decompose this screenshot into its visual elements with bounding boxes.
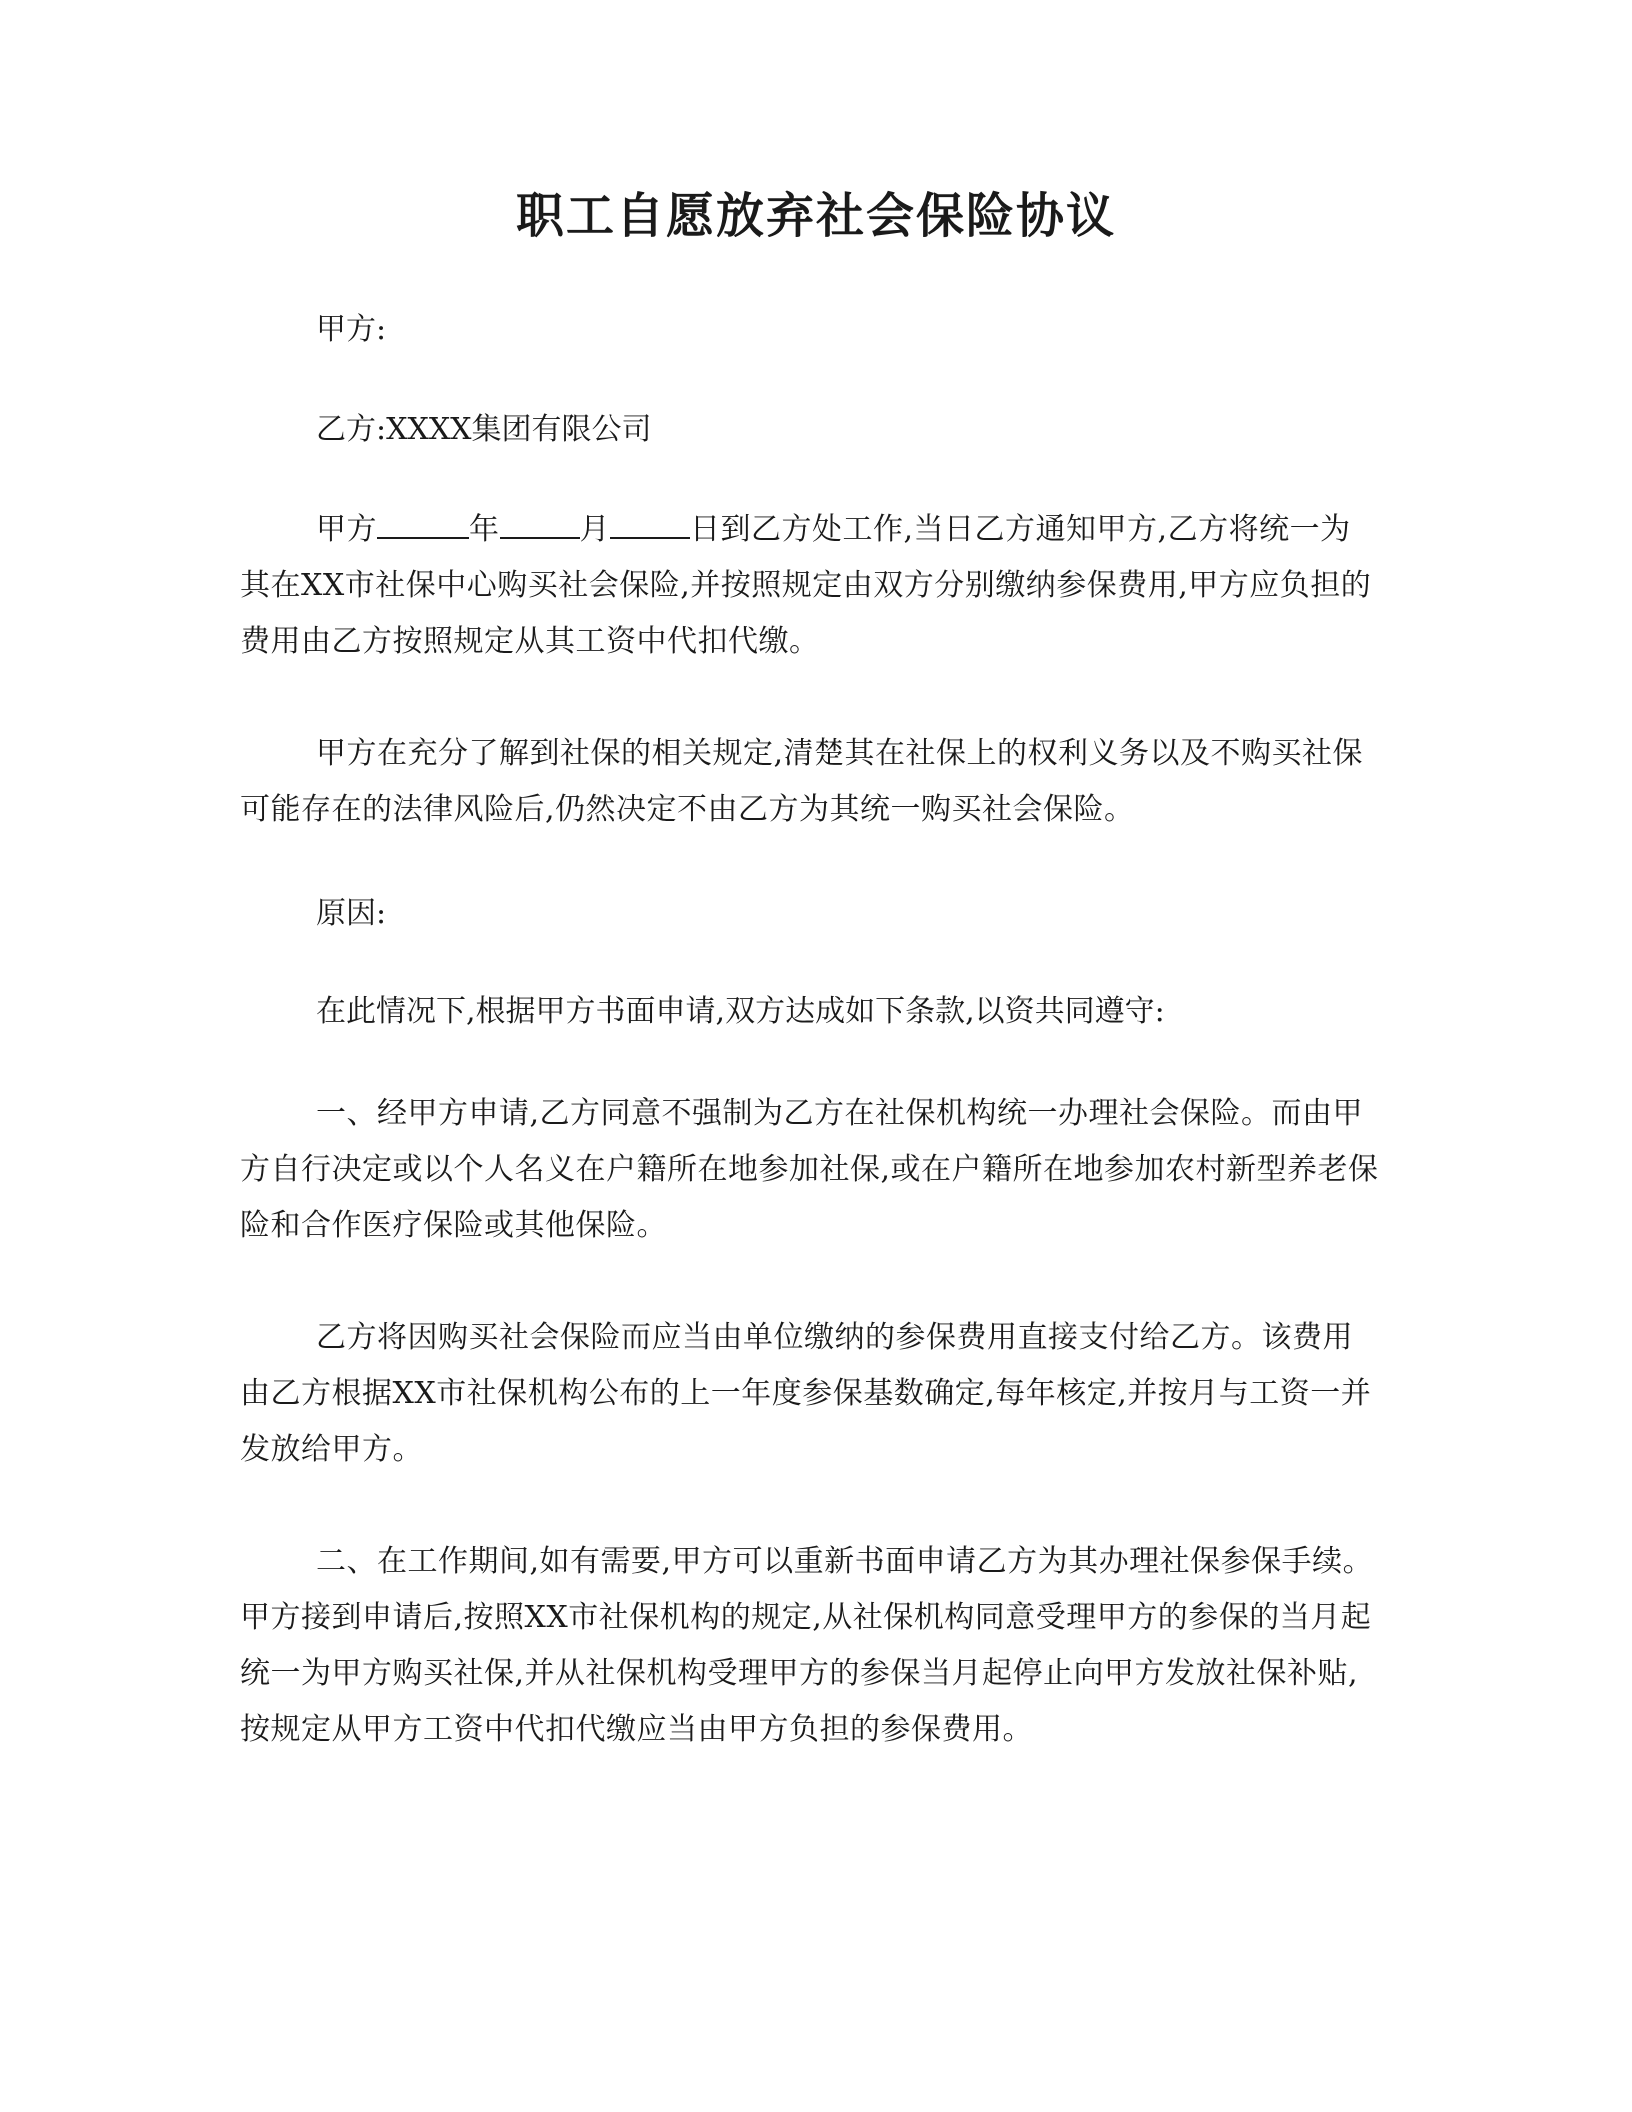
year-blank (377, 507, 469, 539)
start-date-suffix: 日到乙方处工作,当日乙方通知甲方,乙方将统一为其在XX市社保中心购买社会保险,并按照规定由双方分别缴纳参保费用,甲方应负担的费用由乙方按照规定从其工资中代扣代缴。 (240, 512, 1372, 659)
understanding-paragraph: 甲方在充分了解到社保的相关规定,清楚其在社保上的权利义务以及不购买社保可能存在的法律风险后,仍然决定不由乙方为其统一购买社会保险。 (240, 736, 1364, 827)
day-blank (610, 507, 690, 539)
year-label: 年 (469, 512, 500, 547)
clause-1-payment-paragraph: 乙方将因购买社会保险而应当由单位缴纳的参保费用直接支付给乙方。该费用由乙方根据XX市社保机构公布的上一年度参保基数确定,每年核定,并按月与工资一并发放给甲方。 (240, 1320, 1372, 1467)
party-a-label: 甲方: (316, 312, 387, 347)
start-date-prefix: 甲方 (316, 512, 377, 547)
document-title: 职工自愿放弃社会保险协议 (515, 188, 1116, 244)
clause-1-paragraph: 一、经甲方申请,乙方同意不强制为乙方在社保机构统一办理社会保险。而由甲方自行决定或以个人名义在户籍所在地参加社保,或在户籍所在地参加农村新型养老保险和合作医疗保险或其他保险。 (240, 1096, 1379, 1243)
month-blank (500, 507, 580, 539)
party-b-label: 乙方:XXXX集团有限公司 (316, 412, 652, 447)
agreement-paragraph: 在此情况下,根据甲方书面申请,双方达成如下条款,以资共同遵守: (316, 994, 1165, 1029)
reason-label: 原因: (316, 896, 387, 931)
month-label: 月 (579, 512, 610, 547)
clause-2-paragraph: 二、在工作期间,如有需要,甲方可以重新书面申请乙方为其办理社保参保手续。甲方接到申请后,按照XX市社保机构的规定,从社保机构同意受理甲方的参保的当月起统一为甲方购买社保,并从社保机构受理甲方的参保当月起停止向甲方发放社保补贴,按规定从甲方工资中代扣代缴应当由甲方负担的参保费用。 (240, 1544, 1374, 1747)
start-date-paragraph (240, 502, 1380, 670)
